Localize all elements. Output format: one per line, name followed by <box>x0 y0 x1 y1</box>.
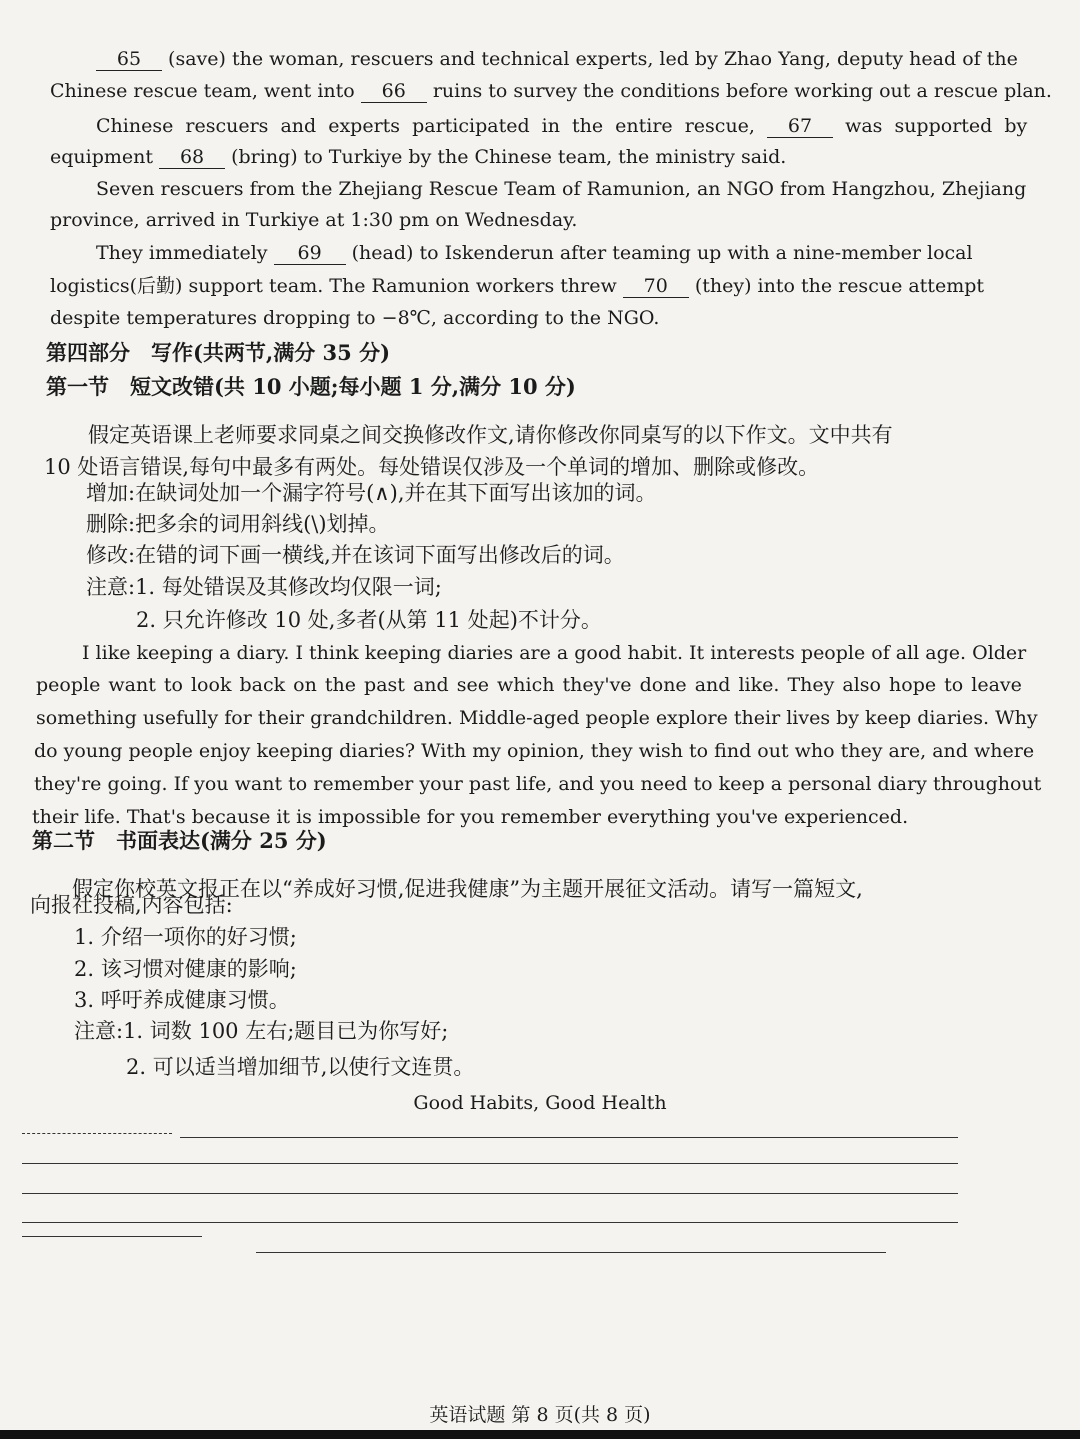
part4-heading: 第四部分 写作(共两节,满分 35 分) <box>46 340 391 365</box>
essay-title: Good Habits, Good Health <box>413 1092 667 1114</box>
blank-70: 70 <box>623 275 689 298</box>
note-2: 2. 只允许修改 10 处,多者(从第 11 处起)不计分。 <box>136 608 602 632</box>
writing-line <box>22 1163 958 1164</box>
writing-line <box>256 1252 886 1253</box>
reading-line-5: Seven rescuers from the Zhejiang Rescue Team of Ramunion, an NGO from Hangzhou, Zhejiang <box>96 178 1027 200</box>
essay-line: do young people enjoy keeping diaries? With my opinion, they wish to find out who they are, and where <box>34 740 1035 762</box>
content-item-2: 2. 该习惯对健康的影响; <box>74 957 297 981</box>
essay-line: I like keeping a diary. I think keeping diaries are a good habit. It interests people of all age. Older <box>82 642 1027 664</box>
essay-line: they're going. If you want to remember your past life, and you need to keep a personal diary throughout <box>34 773 1042 795</box>
writing-line <box>22 1222 958 1223</box>
writing-line <box>22 1133 172 1134</box>
rule-add: 增加:在缺词处加一个漏字符号(∧),并在其下面写出该加的词。 <box>86 481 657 505</box>
rule-modify: 修改:在错的词下画一横线,并在该词下面写出修改后的词。 <box>86 543 625 567</box>
blank-67: 67 <box>767 115 833 138</box>
reading-line-6: province, arrived in Turkiye at 1:30 pm on Wednesday. <box>50 209 578 231</box>
blank-65: 65 <box>96 48 162 71</box>
section2-heading: 第二节 书面表达(满分 25 分) <box>32 828 327 853</box>
section1-intro-1: 假定英语课上老师要求同桌之间交换修改作文,请你修改你同桌写的以下作文。文中共有 <box>88 423 893 447</box>
scan-edge <box>0 1430 1080 1439</box>
note-4: 2. 可以适当增加细节,以使行文连贯。 <box>126 1055 475 1079</box>
writing-line <box>22 1236 202 1237</box>
section2-intro-2: 向报社投稿,内容包括: <box>30 893 233 917</box>
content-item-3: 3. 呼吁养成健康习惯。 <box>74 988 290 1012</box>
section1-heading: 第一节 短文改错(共 10 小题;每小题 1 分,满分 10 分) <box>46 374 576 399</box>
essay-line: something usefully for their grandchildren. Middle-aged people explore their lives by keep diaries. Why <box>36 707 1038 729</box>
reading-line-2: Chinese rescue team, went into 66 ruins to survey the conditions before working out a rescue plan. <box>50 80 1052 102</box>
blank-68: 68 <box>159 146 225 169</box>
reading-line-1: 65 (save) the woman, rescuers and technical experts, led by Zhao Yang, deputy head of the <box>50 44 990 74</box>
reading-line-8: logistics(后勤) support team. The Ramunion workers threw 70 (they) into the rescue attempt <box>50 275 985 297</box>
reading-line-9: despite temperatures dropping to −8℃, according to the NGO. <box>50 307 660 329</box>
rule-delete: 删除:把多余的词用斜线(\)划掉。 <box>86 512 390 536</box>
reading-line-7: They immediately 69 (head) to Iskenderun after teaming up with a nine-member local <box>96 242 973 264</box>
essay-line: people want to look back on the past and see which they've done and like. They also hope to leave <box>36 674 1022 696</box>
section2-intro-1: 假定你校英文报正在以“养成好习惯,促进我健康”为主题开展征文活动。请写一篇短文, <box>72 877 863 901</box>
note-1: 注意:1. 每处错误及其修改均仅限一词; <box>86 575 442 599</box>
page-footer: 英语试题 第 8 页(共 8 页) <box>429 1404 651 1426</box>
note-3: 注意:1. 词数 100 左右;题目已为你写好; <box>74 1019 449 1043</box>
reading-line-3: Chinese rescuers and experts participated in the entire rescue, 67 was supported by <box>96 115 1028 137</box>
essay-line: their life. That's because it is impossible for you remember everything you've experienced. <box>32 806 909 828</box>
blank-66: 66 <box>361 80 427 103</box>
blank-69: 69 <box>274 242 346 265</box>
section1-intro-2: 10 处语言错误,每句中最多有两处。每处错误仅涉及一个单词的增加、删除或修改。 <box>44 455 820 479</box>
content-item-1: 1. 介绍一项你的好习惯; <box>74 925 297 949</box>
writing-line <box>22 1193 958 1194</box>
reading-line-4: equipment 68 (bring) to Turkiye by the Chinese team, the ministry said. <box>50 146 787 168</box>
writing-line <box>180 1137 958 1138</box>
